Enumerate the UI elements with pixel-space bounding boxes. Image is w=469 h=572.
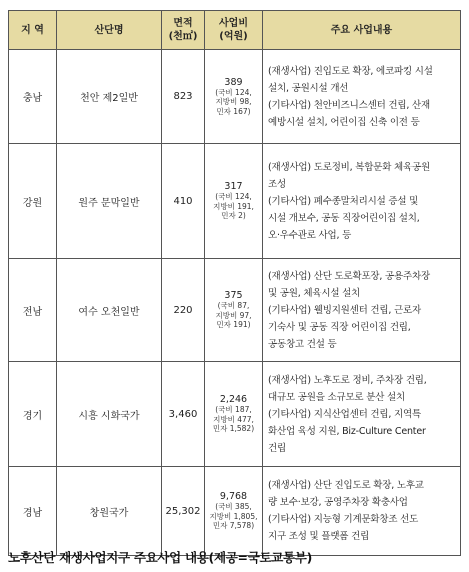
- budget-detail-line: (국비 124,: [215, 87, 252, 97]
- area-cell: 823: [162, 50, 205, 144]
- content-cell: [263, 144, 461, 259]
- budget-cell: [205, 259, 263, 362]
- content-line: (기타사업) 폐수종말처리시설 증설 및: [268, 195, 419, 207]
- header-content: 주요 사업내용: [263, 11, 461, 50]
- budget-detail-line: 민자 2): [221, 211, 246, 221]
- table-row: [9, 259, 461, 362]
- budget-detail-line: 지방비 97,: [215, 310, 252, 320]
- budget-detail-line: (국비 385,: [215, 502, 252, 512]
- content-line: 지구 조성 및 플랫폼 건립: [268, 531, 370, 542]
- budget-detail-line: 지방비 477,: [213, 414, 254, 424]
- area-cell: 220: [162, 259, 205, 362]
- area-cell: 25,302: [162, 467, 205, 556]
- region-cell: 경남: [9, 467, 57, 556]
- budget-total: 389: [224, 76, 243, 88]
- content-line: 공동창고 건설 등: [268, 338, 337, 350]
- header-budget-line1: 사업비: [219, 18, 248, 29]
- content-cell: [263, 50, 461, 144]
- region-cell: 전남: [9, 259, 57, 362]
- budget-total: 375: [224, 290, 243, 302]
- content-line: 건립: [268, 442, 286, 454]
- table-body: [9, 50, 461, 556]
- budget-cell: [205, 144, 263, 259]
- area-cell: 410: [162, 144, 205, 259]
- content-cell: [263, 362, 461, 467]
- content-line: (재생사업) 산단 도로확포장, 공용주차장: [268, 270, 430, 282]
- content-line: (기타사업) 지능형 기계문화창조 선도: [268, 514, 419, 525]
- header-budget-line2: (억원): [219, 31, 248, 42]
- header-area-line2: (천㎡): [168, 31, 198, 42]
- content-line: (재생사업) 진입도로 확장, 에코파킹 시설: [268, 65, 433, 77]
- header-complex: 산단명: [57, 11, 162, 50]
- content-line: 설치, 공원시설 개선: [268, 82, 349, 94]
- budget-detail-line: 민자 1,582): [212, 424, 255, 434]
- budget-total: 9,768: [219, 491, 248, 503]
- table-row: [9, 467, 461, 556]
- project-table: [8, 10, 461, 556]
- budget-detail-line: 민자 167): [216, 106, 251, 116]
- budget-cell: [205, 467, 263, 556]
- content-line: (기타사업) 천안비즈니스센터 건립, 산재: [268, 99, 430, 111]
- complex-cell: 창원국가: [57, 467, 162, 556]
- table-row: [9, 362, 461, 467]
- content-line: 오·우수관로 사업, 등: [268, 229, 352, 241]
- project-table-container: [8, 10, 460, 556]
- content-line: 기숙사 및 공동 직장 어린이집 건립,: [268, 321, 411, 333]
- table-header-row: [9, 11, 461, 50]
- budget-detail-line: 지방비 98,: [215, 97, 252, 107]
- header-area: [162, 11, 205, 50]
- complex-cell: 시흥 시화국가: [57, 362, 162, 467]
- content-line: 및 공원, 체육시설 설치: [268, 287, 361, 299]
- budget-total: 2,246: [219, 394, 248, 406]
- budget-total: 317: [224, 181, 243, 193]
- content-line: (재생사업) 산단 진입도로 확장, 노후교: [268, 480, 424, 491]
- content-line: (재생사업) 노후도로 정비, 주차장 건립,: [268, 374, 427, 386]
- content-line: (기타사업) 지식산업센터 건립, 지역특: [268, 408, 421, 420]
- complex-cell: 원주 문막일반: [57, 144, 162, 259]
- header-region: 지 역: [9, 11, 57, 50]
- area-cell: 3,460: [162, 362, 205, 467]
- budget-detail-line: 지방비 1,805,: [209, 511, 258, 521]
- content-line: 대규모 공원을 소규모로 분산 설치: [268, 391, 405, 403]
- complex-cell: 천안 제2일반: [57, 50, 162, 144]
- content-line: 량 보수·보강, 공영주차장 확충사업: [268, 497, 408, 508]
- region-cell: 강원: [9, 144, 57, 259]
- region-cell: 경기: [9, 362, 57, 467]
- budget-detail-line: (국비 87,: [217, 301, 250, 311]
- budget-detail-line: (국비 187,: [215, 405, 252, 415]
- content-line: (기타사업) 웰빙지원센터 건립, 근로자: [268, 304, 421, 316]
- content-cell: [263, 259, 461, 362]
- budget-detail-line: (국비 124,: [215, 192, 252, 202]
- content-line: 예방시설 설치, 어린이집 신축 이전 등: [268, 116, 420, 128]
- content-cell: [263, 467, 461, 556]
- budget-cell: [205, 50, 263, 144]
- budget-detail-line: 민자 7,578): [212, 521, 255, 531]
- region-cell: 충남: [9, 50, 57, 144]
- content-line: (재생사업) 도로정비, 복합문화 체육공원: [268, 161, 430, 173]
- budget-detail-line: 지방비 191,: [213, 201, 254, 211]
- content-line: 조성: [268, 178, 286, 190]
- budget-detail-line: 민자 191): [216, 320, 251, 330]
- table-row: [9, 144, 461, 259]
- content-line: 화산업 육성 지원, Biz-Culture Center: [268, 425, 426, 437]
- content-line: 시설 개보수, 공동 직장어린이집 설치,: [268, 212, 420, 224]
- header-area-line1: 면적: [173, 18, 193, 29]
- header-budget: [205, 11, 263, 50]
- complex-cell: 여수 오천일반: [57, 259, 162, 362]
- table-caption: 노후산단 재생사업지구 주요사업 내용(제공=국토교통부): [8, 550, 312, 565]
- table-row: [9, 50, 461, 144]
- budget-cell: [205, 362, 263, 467]
